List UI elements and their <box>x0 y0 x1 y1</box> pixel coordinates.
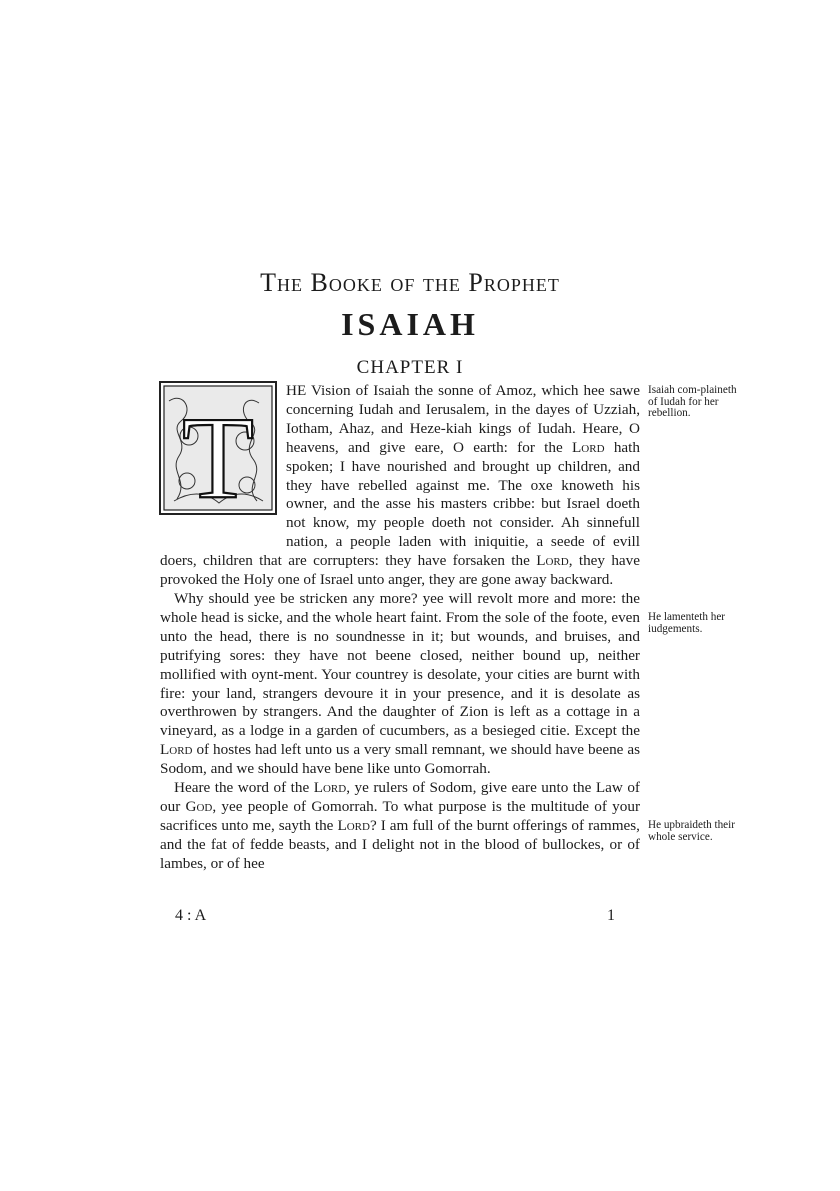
paragraph-2-text-a: Why should yee be stricken any more? yee will revolt more and more: the whole head is sicke, and the whole heart faint. From the sole of the foote, even unto the head, there is no soundnesse in it; but wounds, and bruises, and putrifying sores: they have not beene closed, neither bound up, neither mollified with oynt-ment. Your countrey is desolate, your cities are burnt with fire: your land, strangers devoure it in your presence, and it is desolate as overthrowen by strangers. And the daughter of Zion is left as a cottage in a vineyard, as a lodge in a garden of cucumbers, as a besieged citie. Except the <box>160 589 640 740</box>
drop-cap-letter: T <box>181 392 255 515</box>
signature-mark: 4 : A <box>175 907 207 924</box>
paragraph-3 <box>160 779 640 874</box>
paragraph-3-text-b: , ye rulers of Sodom, give eare unto the Law of our <box>160 779 640 815</box>
paragraph-3-text-a: Heare the word of the <box>174 779 314 797</box>
paragraph-2-text-b: of hostes had left unto us a very small remnant, we should have beene as Sodom, and we should have bene like unto Gomorrah. <box>160 741 640 778</box>
margin-note-3: He upbraideth their whole service. <box>648 819 735 843</box>
paragraph-2 <box>160 590 640 779</box>
chapter-heading: CHAPTER I <box>356 357 464 378</box>
book-name: ISAIAH <box>341 306 479 342</box>
page-number: 1 <box>607 907 615 924</box>
margin-note-2: He lamenteth her iudgements. <box>648 611 726 635</box>
lord-small-caps: Lord <box>572 438 605 456</box>
god-small-caps: God <box>185 797 213 815</box>
paragraph-1-text-b: hath spoken; I have nourished and brought up children, and they have rebelled against me. The oxe knoweth his owner, and the asse his masters cribbe: but Israel doeth not know, my people doeth not consider. Ah sinnefull nation, a people laden with iniquitie, a seede of evill doers, children that are corrupters: they have forsaken the <box>160 438 640 570</box>
paragraph-1-text-a: HE Vision of Isaiah the sonne of Amoz, which hee sawe concerning Iudah and Ierusalem, in the dayes of Uzziah, Iotham, Ahaz, and Heze-kiah kings of Iudah. Heare, O heavens, and give eare, O earth: for the <box>286 382 640 456</box>
drop-cap-space <box>160 382 286 546</box>
lord-small-caps: Lord <box>160 741 193 759</box>
book-title-text: The Booke of the Prophet <box>260 268 560 297</box>
lord-small-caps: Lord <box>313 779 347 797</box>
lord-small-caps: Lord <box>337 816 370 834</box>
margin-note-1: Isaiah com-plaineth of Iudah for her rebellion. <box>648 384 737 419</box>
main-text-column <box>160 382 640 874</box>
paragraph-1-text-c: , they have provoked the Holy one of Israel unto anger, they are gone away backward. <box>160 552 640 589</box>
paragraph-3-text-d: ? I am full of the burnt offerings of rammes, and the fat of fedde beasts, and I delight not in the blood of bullockes, or of lambes, or of hee <box>160 816 640 872</box>
lord-small-caps: Lord <box>536 552 569 570</box>
paragraph-3-text-c: , yee people of Gomorrah. To what purpose is the multitude of your sacrifices unto me, sayth the <box>160 797 640 834</box>
paragraph-1 <box>160 382 640 590</box>
book-title-line <box>140 268 680 298</box>
